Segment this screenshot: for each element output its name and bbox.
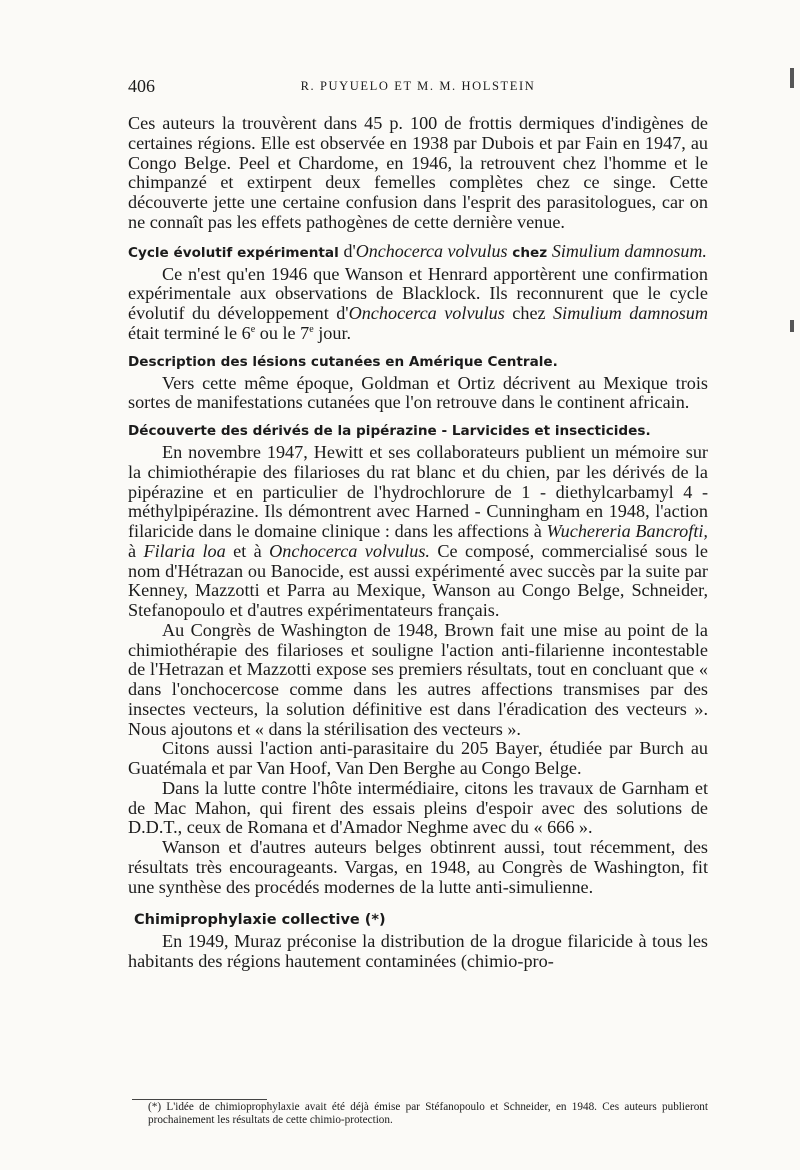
- paragraph-lutte: Dans la lutte contre l'hôte intermédiaire, citons les travaux de Garnham et de Mac Mahon, qui firent des essais pleins d'espoir avec des solutions de D.D.T., ceux de Romana et d'Amador Neghme avec du « 666 ».: [128, 777, 708, 838]
- scan-edge-mark: [790, 320, 794, 332]
- paragraph-wanson: Wanson et d'autres auteurs belges obtinrent aussi, tout récemment, des résultats très encourageants. Vargas, en 1948, au Congrès de Washington, fit une synthèse des procédés modernes de la lutte anti-simulienne.: [128, 837, 708, 897]
- footnote-rule: [132, 1099, 267, 1100]
- paragraph-cycle: Ce n'est qu'en 1946 que Wanson et Henrard apportèrent une confirmation expérimentale aux observations de Blacklock. Ils reconnurent que le cycle évolutif du développement d'Onchocerca volvulus chez Simulium damnosum était terminé le 6e ou le 7e jour.: [128, 263, 709, 343]
- paragraph-intro: Ces auteurs la trouvèrent dans 45 p. 100 de frottis dermiques d'indigènes de certaines régions. Elle est observée en 1938 par Dubois et par Fain en 1947, au Congo Belge. Peel et Chardome, en 1946, la retrouvent chez l'homme et le chimpanzé et extirpent deux femelles complètes chez ce singe. Cette découverte jette une certaine confusion dans l'esprit des parasitologues, car on ne connaît pas les effets pathogènes de cette dernière venue.: [128, 113, 708, 232]
- heading-piperazine: Découverte des dérivés de la pipérazine - Larvicides et insecticides.: [128, 423, 651, 439]
- running-head: [128, 76, 708, 98]
- heading-chimiprophylaxie: Chimiprophylaxie collective (*): [134, 912, 386, 929]
- heading-lesions: Description des lésions cutanées en Amérique Centrale.: [128, 353, 558, 370]
- body-text: [128, 114, 708, 972]
- paragraph-lesions: Vers cette même époque, Goldman et Ortiz décrivent au Mexique trois sortes de manifestations cutanées que l'on retrouve dans le continent africain.: [128, 372, 708, 413]
- paragraph-muraz: En 1949, Muraz préconise la distribution de la drogue filaricide à tous les habitants des régions hautement contaminées (chimio-pro-: [128, 931, 708, 971]
- footnotes: [148, 1101, 708, 1127]
- heading-cycle-evolutif: Cycle évolutif expérimental d'Onchocerca volvulus chez Simulium damnosum.: [128, 240, 707, 261]
- scan-edge-mark: [790, 68, 794, 88]
- page-number: 406: [128, 76, 155, 96]
- paragraph-congres: Au Congrès de Washington de 1948, Brown fait une mise au point de la chimiothérapie des filarioses et souligne l'action anti-filarienne incontestable de l'Hetrazan et Mazzotti expose ses premiers résultats, tout en concluant que « dans l'onchocercose comme dans les autres affections transmises par des insectes vecteurs, la solution définitive est dans l'éradication des vecteurs ». Nous ajoutons et « dans la stérilisation des vecteurs ».: [128, 619, 708, 739]
- running-title: R. PUYUELO ET M. M. HOLSTEIN: [300, 79, 536, 93]
- footnote: (*) L'idée de chimioprophylaxie avait été déjà émise par Stéfanopoulo et Schneider, en 1948. Ces auteurs publieront prochainement les résultats de cette chimio-protection.: [148, 1101, 708, 1126]
- paragraph-bayer: Citons aussi l'action anti-parasitaire du 205 Bayer, étudiée par Burch au Guatémala et par Van Hoof, Van Den Berghe au Congo Belge.: [128, 738, 708, 778]
- paragraph-hewitt: En novembre 1947, Hewitt et ses collaborateurs publient un mémoire sur la chimiothérapie des filarioses du rat blanc et du chien, par les dérivés de la pipérazine et en particulier de l'hydrochlorure de 1 - diethylcarbamyl 4 - méthylpipérazine. Ils démontrent avec Harned - Cunningham en 1948, l'action filaricide dans le domaine clinique : dans les affections à Wuchereria Bancrofti, à Filaria loa et à Onchocerca volvulus. Ce composé, commercialisé sous le nom d'Hétrazan ou Banocide, est aussi expérimenté avec succès par la suite par Kenney, Mazzotti et Parra au Mexique, Wanson au Congo Belge, Schneider, Stefanopoulo et d'autres expérimentateurs français.: [128, 442, 708, 620]
